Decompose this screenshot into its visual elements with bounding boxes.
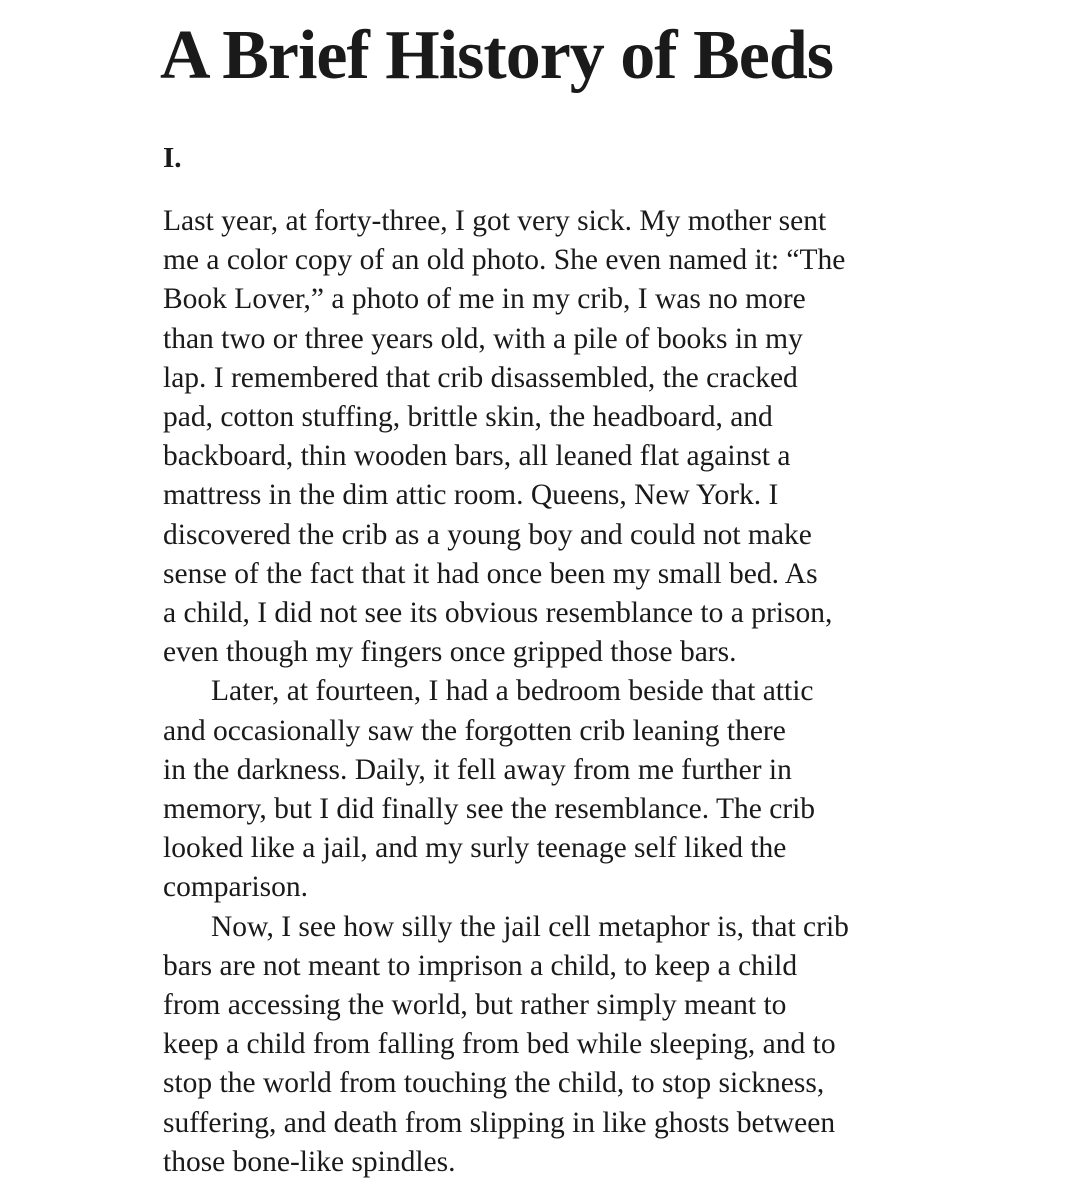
text-line: me a color copy of an old photo. She even named it: “The	[163, 244, 846, 277]
text-line: stop the world from touching the child, to stop sickness,	[163, 1067, 825, 1100]
text-line: backboard, thin wooden bars, all leaned flat against a	[163, 440, 791, 473]
text-line: memory, but I did finally see the resemblance. The crib	[163, 793, 816, 826]
text-line: discovered the crib as a young boy and could not make	[163, 518, 812, 551]
text-line: lap. I remembered that crib disassembled, the cracked	[163, 361, 798, 394]
paragraph-1	[163, 202, 923, 672]
text-line: those bone-like spindles.	[163, 1145, 456, 1178]
text-line: pad, cotton stuffing, brittle skin, the headboard, and	[163, 401, 773, 434]
text-line: bars are not meant to imprison a child, to keep a child	[163, 949, 798, 982]
text-line: from accessing the world, but rather simply meant to	[163, 989, 787, 1022]
text-line: Now, I see how silly the jail cell metaphor is, that crib	[211, 910, 849, 943]
text-line: comparison.	[163, 871, 309, 904]
text-line: even though my fingers once gripped those bars.	[163, 636, 737, 669]
text-line: a child, I did not see its obvious resemblance to a prison,	[163, 597, 833, 630]
text-line: suffering, and death from slipping in like ghosts between	[163, 1106, 836, 1139]
text-line: Later, at fourteen, I had a bedroom beside that attic	[211, 675, 814, 708]
paragraph-2	[163, 672, 923, 907]
text-line: keep a child from falling from bed while sleeping, and to	[163, 1028, 836, 1061]
paragraph-3	[163, 908, 923, 1182]
text-line: Last year, at forty-three, I got very sick. My mother sent	[163, 205, 827, 237]
text-line: looked like a jail, and my surly teenage self liked the	[163, 832, 787, 865]
text-line: in the darkness. Daily, it fell away from me further in	[163, 753, 792, 786]
text-line: than two or three years old, with a pile of books in my	[163, 322, 803, 355]
text-line: sense of the fact that it had once been my small bed. As	[163, 557, 818, 590]
text-line: and occasionally saw the forgotten crib leaning there	[163, 714, 786, 747]
text-line: mattress in the dim attic room. Queens, New York. I	[163, 479, 779, 512]
body-text	[163, 202, 923, 1182]
page-title: A Brief History of Beds	[160, 17, 834, 94]
section-heading: I.	[163, 142, 182, 174]
text-line: Book Lover,” a photo of me in my crib, I was no more	[163, 283, 806, 316]
